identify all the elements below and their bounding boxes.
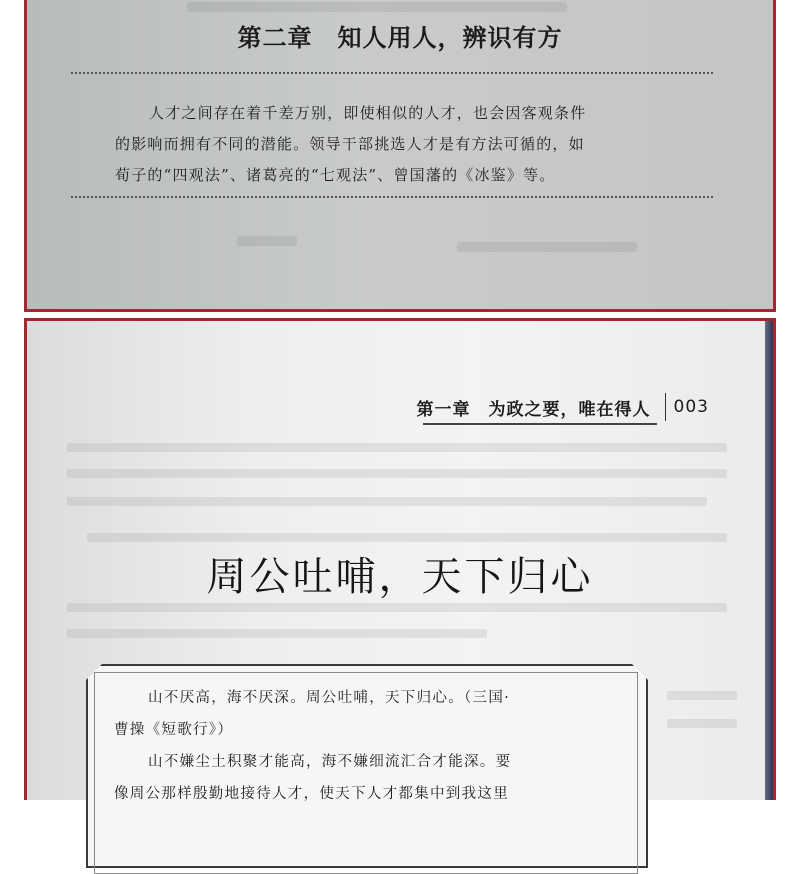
dotted-divider-bottom — [71, 196, 713, 198]
running-head — [417, 393, 709, 421]
bleed-through-text — [87, 533, 727, 542]
bleed-through-text — [67, 603, 727, 612]
classical-quote — [114, 682, 618, 810]
quote-line: 山不厌高，海不厌深。周公吐哺，天下归心。（三国· — [148, 690, 511, 706]
running-head-separator — [665, 393, 666, 421]
intro-line: 的影响而拥有不同的潜能。领导干部挑选人才是有方法可循的，如 — [115, 135, 585, 153]
bleed-through-text — [67, 443, 727, 452]
page-number: 003 — [673, 397, 709, 417]
chapter-heading: 第二章 知人用人，辨识有方 — [237, 24, 563, 52]
running-head-chapter-title: 第一章 为政之要，唯在得人 — [416, 399, 651, 420]
intro-line: 荀子的“四观法”、诸葛亮的“七观法”、曾国藩的《冰鉴》等。 — [115, 166, 556, 184]
quote-line: 曹操《短歌行》） — [114, 722, 234, 738]
bleed-through-text — [667, 719, 737, 728]
bleed-through-text — [187, 2, 567, 12]
running-head-rule — [423, 423, 657, 425]
intro-line: 人才之间存在着千差万别，即使相似的人才，也会因客观条件 — [149, 104, 587, 122]
bleed-through-text — [667, 691, 737, 700]
bleed-through-text — [67, 469, 727, 478]
bleed-through-text — [457, 242, 637, 252]
chapter-intro-paragraph — [115, 98, 705, 191]
dotted-divider-top — [71, 72, 713, 74]
quote-line: 山不嫌尘土积聚才能高，海不嫌细流汇合才能深。要 — [148, 754, 512, 770]
section-title: 周公吐哺，天下归心 — [206, 554, 594, 600]
bleed-through-text — [237, 236, 297, 246]
bleed-through-text — [67, 497, 707, 506]
quote-line: 像周公那样殷勤地接待人才，使天下人才都集中到我这里 — [114, 786, 509, 802]
bleed-through-text — [67, 629, 487, 638]
top-page-photo — [24, 0, 776, 312]
